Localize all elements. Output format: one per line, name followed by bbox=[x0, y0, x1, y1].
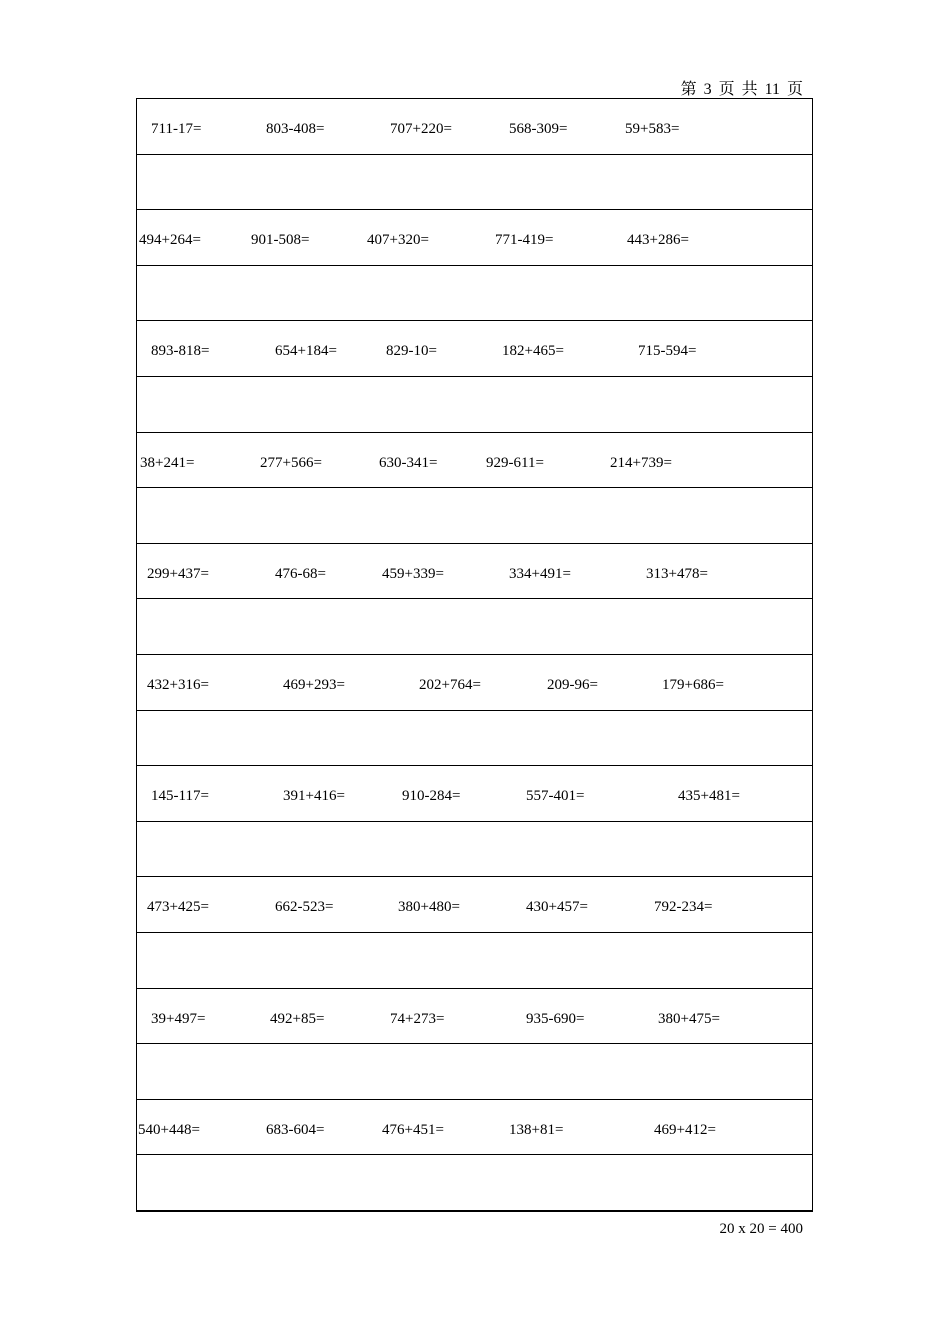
arithmetic-problem: 74+273= bbox=[390, 1010, 445, 1027]
arithmetic-problem: 313+478= bbox=[646, 565, 708, 582]
row-divider bbox=[137, 821, 812, 822]
arithmetic-problem: 391+416= bbox=[283, 788, 345, 805]
arithmetic-problem: 492+85= bbox=[270, 1010, 325, 1027]
worksheet-grid bbox=[136, 98, 813, 1212]
row-divider bbox=[137, 1043, 812, 1044]
arithmetic-problem: 182+465= bbox=[502, 343, 564, 360]
arithmetic-problem: 380+475= bbox=[658, 1010, 720, 1027]
row-divider bbox=[137, 876, 812, 877]
row-divider bbox=[137, 1099, 812, 1100]
row-divider bbox=[137, 765, 812, 766]
arithmetic-problem: 557-401= bbox=[526, 788, 585, 805]
arithmetic-problem: 459+339= bbox=[382, 565, 444, 582]
row-divider bbox=[137, 1154, 812, 1155]
arithmetic-problem: 179+686= bbox=[662, 677, 724, 693]
worksheet-summary: 20 x 20 = 400 bbox=[719, 1221, 803, 1237]
arithmetic-problem: 792-234= bbox=[654, 899, 713, 916]
row-divider bbox=[137, 988, 812, 989]
row-divider bbox=[137, 154, 812, 155]
row-divider bbox=[137, 654, 812, 655]
arithmetic-problem: 771-419= bbox=[495, 232, 554, 249]
arithmetic-problem: 209-96= bbox=[547, 677, 598, 693]
arithmetic-problem: 299+437= bbox=[147, 565, 209, 582]
row-divider bbox=[137, 932, 812, 933]
arithmetic-problem: 540+448= bbox=[138, 1121, 200, 1138]
row-divider bbox=[137, 543, 812, 544]
row-divider bbox=[137, 432, 812, 433]
row-divider bbox=[137, 376, 812, 377]
arithmetic-problem: 476+451= bbox=[382, 1121, 444, 1138]
arithmetic-problem: 803-408= bbox=[266, 121, 325, 137]
arithmetic-problem: 59+583= bbox=[625, 121, 680, 137]
arithmetic-problem: 435+481= bbox=[678, 788, 740, 805]
arithmetic-problem: 711-17= bbox=[151, 121, 202, 137]
arithmetic-problem: 494+264= bbox=[139, 232, 201, 249]
arithmetic-problem: 476-68= bbox=[275, 565, 326, 582]
arithmetic-problem: 380+480= bbox=[398, 899, 460, 916]
arithmetic-problem: 715-594= bbox=[638, 343, 697, 360]
arithmetic-problem: 443+286= bbox=[627, 232, 689, 249]
arithmetic-problem: 473+425= bbox=[147, 899, 209, 916]
arithmetic-problem: 662-523= bbox=[275, 899, 334, 916]
arithmetic-problem: 145-117= bbox=[151, 788, 209, 805]
arithmetic-problem: 39+497= bbox=[151, 1010, 206, 1027]
arithmetic-problem: 910-284= bbox=[402, 788, 461, 805]
arithmetic-problem: 407+320= bbox=[367, 232, 429, 249]
arithmetic-problem: 432+316= bbox=[147, 677, 209, 693]
arithmetic-problem: 707+220= bbox=[390, 121, 452, 137]
row-divider bbox=[137, 598, 812, 599]
arithmetic-problem: 893-818= bbox=[151, 343, 210, 360]
arithmetic-problem: 901-508= bbox=[251, 232, 310, 249]
arithmetic-problem: 683-604= bbox=[266, 1121, 325, 1138]
arithmetic-problem: 929-611= bbox=[486, 454, 544, 471]
arithmetic-problem: 568-309= bbox=[509, 121, 568, 137]
arithmetic-problem: 469+293= bbox=[283, 677, 345, 693]
arithmetic-problem: 138+81= bbox=[509, 1121, 564, 1138]
arithmetic-problem: 630-341= bbox=[379, 454, 438, 471]
row-divider bbox=[137, 209, 812, 210]
arithmetic-problem: 202+764= bbox=[419, 677, 481, 693]
arithmetic-problem: 654+184= bbox=[275, 343, 337, 360]
row-divider bbox=[137, 265, 812, 266]
arithmetic-problem: 38+241= bbox=[140, 454, 195, 471]
arithmetic-problem: 430+457= bbox=[526, 899, 588, 916]
arithmetic-problem: 334+491= bbox=[509, 565, 571, 582]
arithmetic-problem: 829-10= bbox=[386, 343, 437, 360]
arithmetic-problem: 277+566= bbox=[260, 454, 322, 471]
arithmetic-problem: 214+739= bbox=[610, 454, 672, 471]
row-divider bbox=[137, 487, 812, 488]
arithmetic-problem: 469+412= bbox=[654, 1121, 716, 1138]
row-divider bbox=[137, 320, 812, 321]
arithmetic-problem: 935-690= bbox=[526, 1010, 585, 1027]
page-number-header: 第 3 页 共 11 页 bbox=[680, 81, 803, 98]
row-divider bbox=[137, 710, 812, 711]
